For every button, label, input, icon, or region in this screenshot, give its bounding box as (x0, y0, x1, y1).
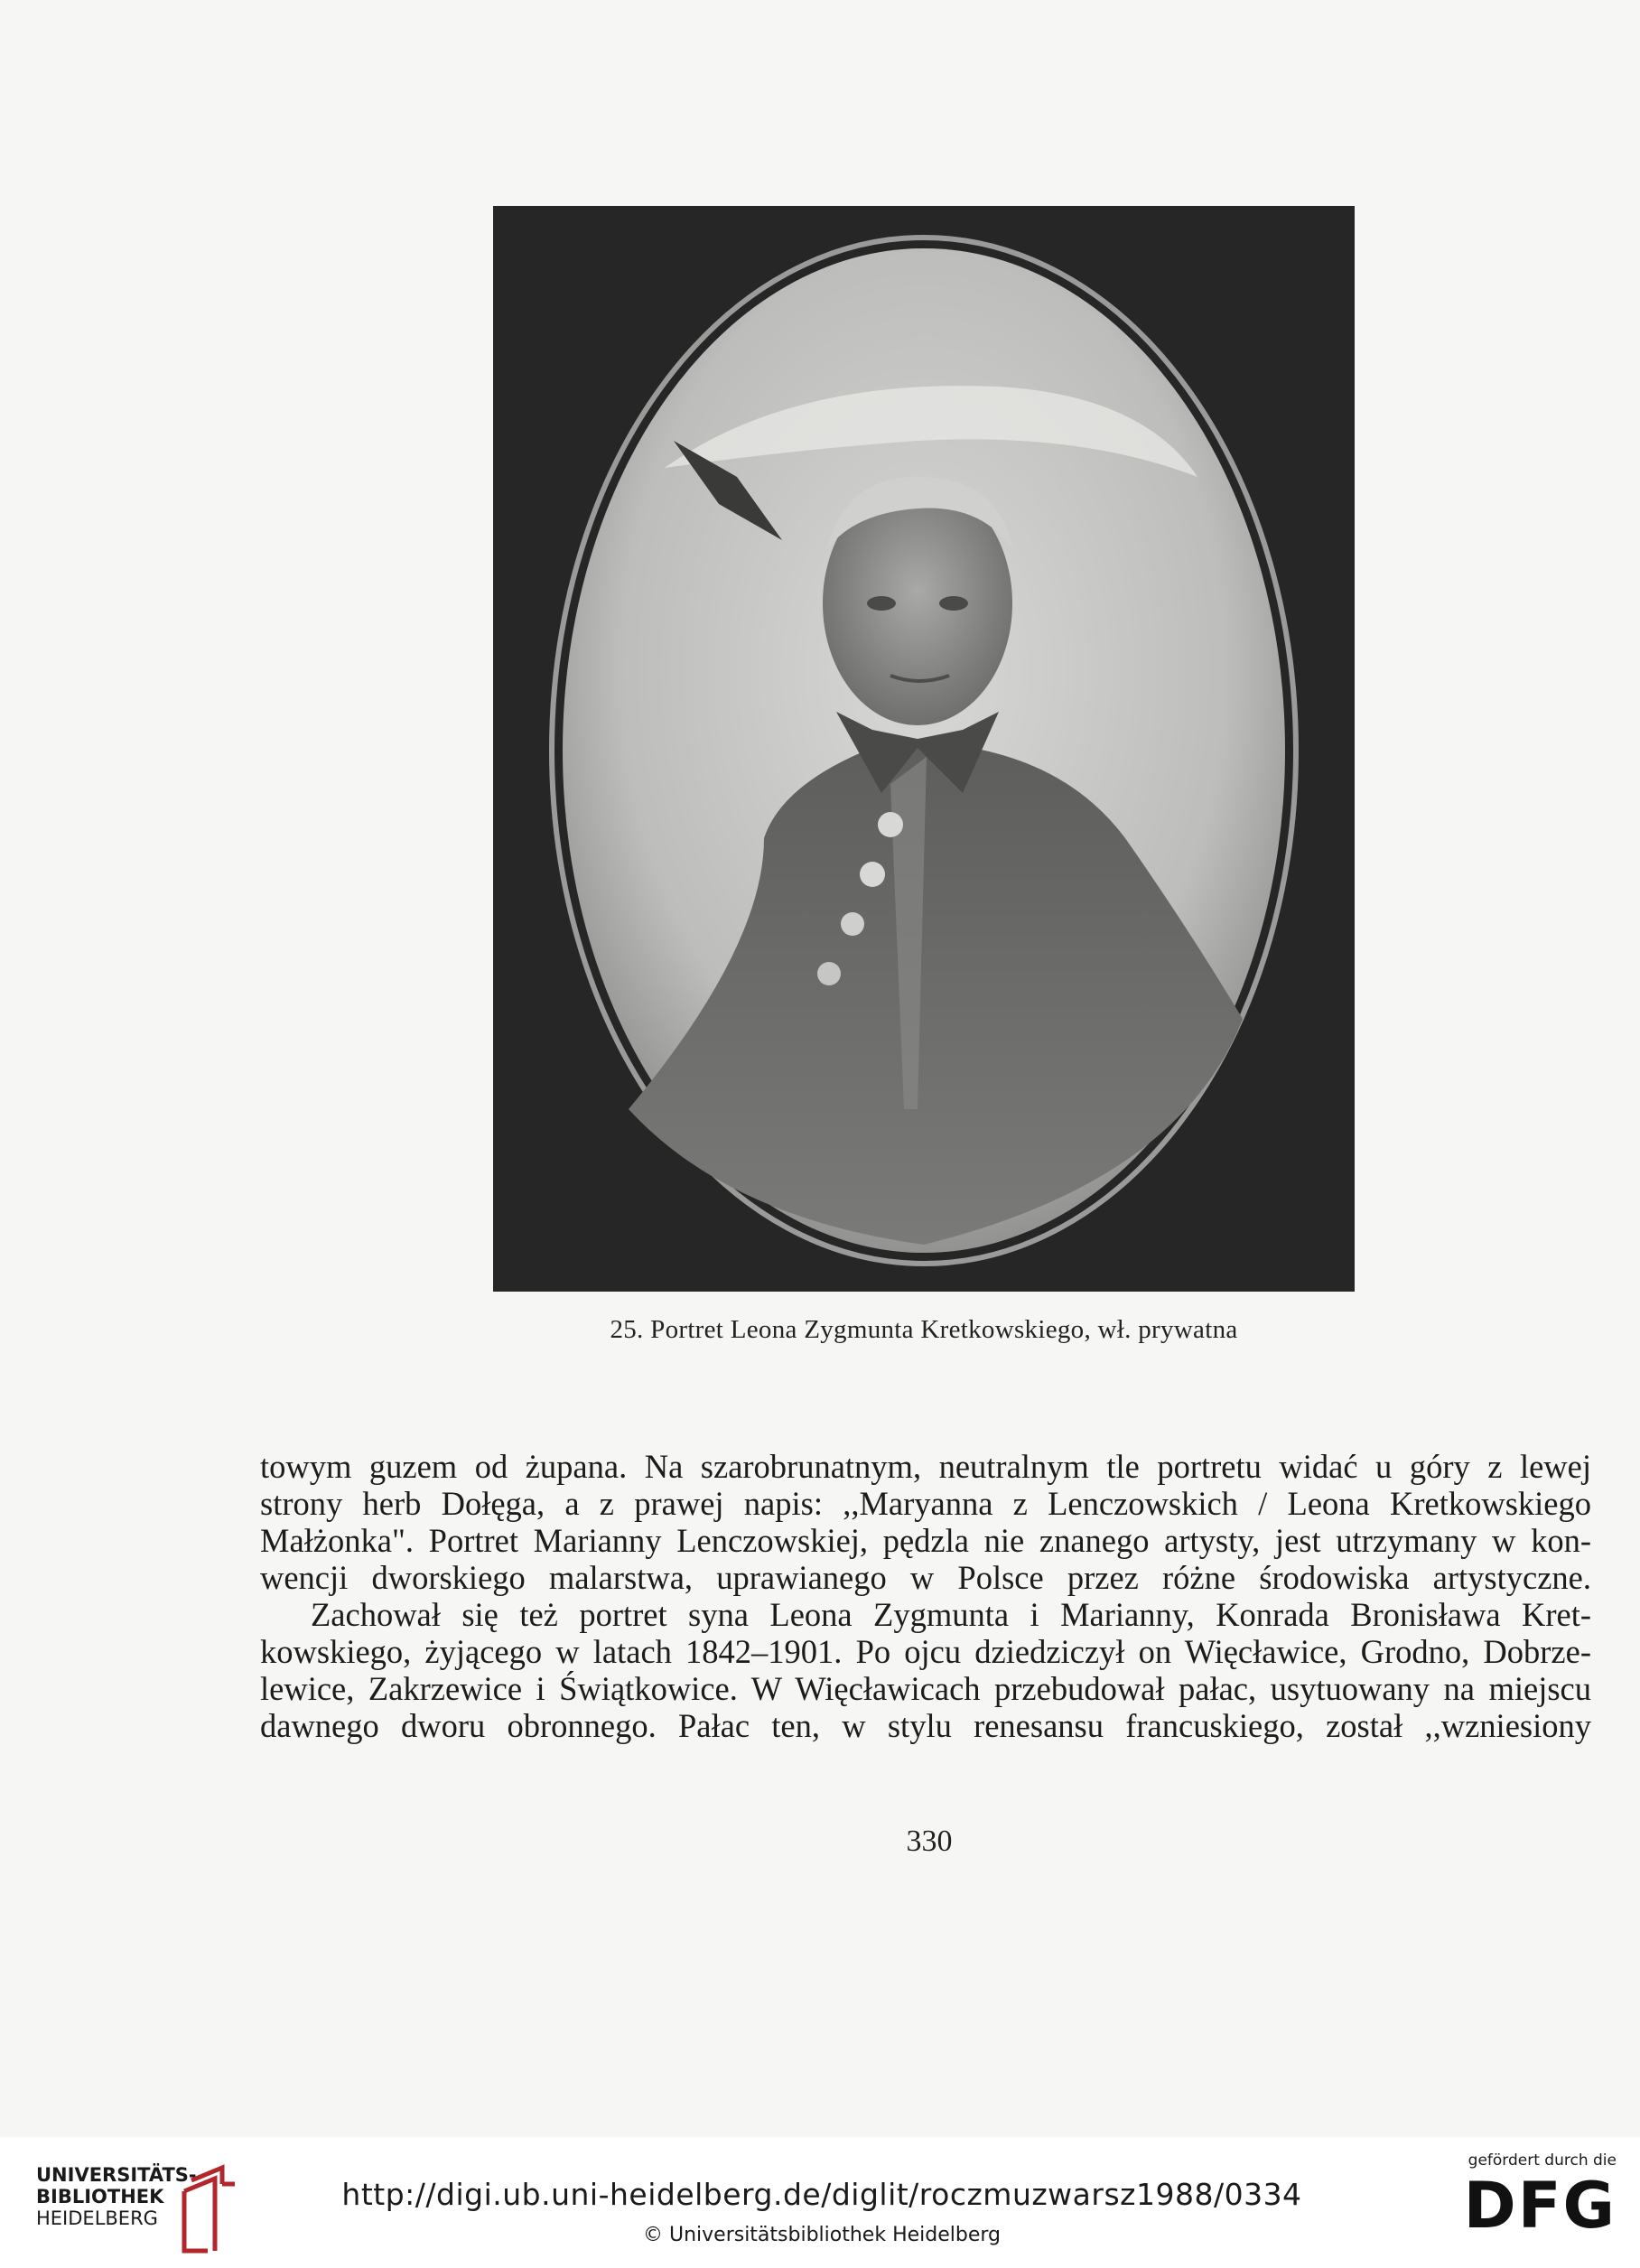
page-number: 330 (906, 1825, 953, 1858)
funder-block[interactable] (1445, 2151, 1617, 2255)
library-name-line-2: BIBLIOTHEK (36, 2186, 164, 2207)
library-name-line-1: UNIVERSITÄTS- (36, 2164, 197, 2186)
portrait-photograph (493, 206, 1355, 1292)
library-logo[interactable] (36, 2164, 244, 2254)
library-emblem-icon (172, 2164, 244, 2254)
body-text (260, 1448, 1591, 1744)
text-line: wencji dworskiego malarstwa, uprawianego w Polsce przez różne środowiska artystyczne. (260, 1559, 1591, 1596)
permalink-url[interactable]: http://digi.ub.uni-heidelberg.de/diglit/roczmuzwarsz1988/0334 (341, 2177, 1302, 2212)
footer-bar (0, 2137, 1640, 2268)
dfg-logo: DFG (1463, 2169, 1617, 2243)
portrait-image (493, 206, 1355, 1292)
text-line: Zachował się też portret syna Leona Zygmunta i Marianny, Konrada Bronisława Kret- (311, 1596, 1591, 1633)
library-name-line-3: HEIDELBERG (36, 2207, 158, 2229)
copyright-notice: © Universitätsbibliothek Heidelberg (642, 2224, 1001, 2246)
text-line: lewice, Zakrzewice i Świątkowice. W Więcławicach przebudował pałac, usytuowany na miejscu (260, 1670, 1591, 1707)
text-line: Małżonka". Portret Marianny Lenczowskiej, pędzla nie znanego artysty, jest utrzymany w kon- (260, 1522, 1591, 1559)
funder-note: gefördert durch die (1468, 2151, 1617, 2170)
text-line: strony herb Dołęga, a z prawej napis: ,,Maryanna z Lenczowskich / Leona Kretkowskiego (260, 1485, 1591, 1522)
text-line: towym guzem od żupana. Na szarobrunatnym, neutralnym tle portretu widać u góry z lewej (260, 1448, 1591, 1485)
paragraph-2 (260, 1596, 1591, 1744)
figure-caption: 25. Portret Leona Zygmunta Kretkowskiego, wł. prywatna (610, 1315, 1238, 1344)
paragraph-1 (260, 1448, 1591, 1596)
text-line: kowskiego, żyjącego w latach 1842–1901. Po ojcu dziedziczył on Więcławice, Grodno, Dobrze- (260, 1633, 1591, 1670)
text-line: dawnego dworu obronnego. Pałac ten, w stylu renesansu francuskiego, został ,,wzniesiony (260, 1707, 1591, 1744)
